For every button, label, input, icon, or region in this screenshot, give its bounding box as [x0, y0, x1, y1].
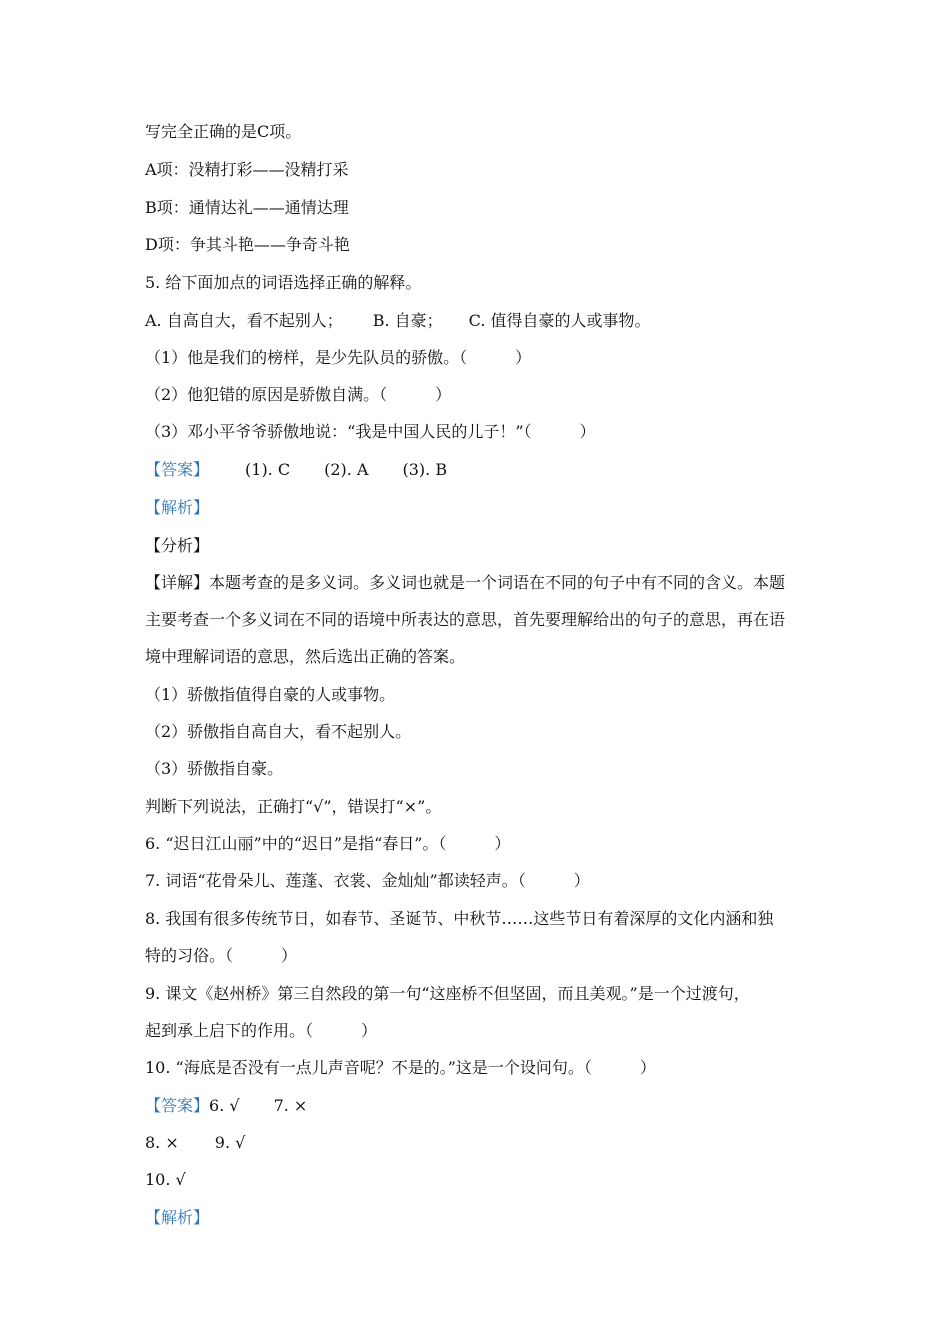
q5-fenxi-tag: 【分析】: [145, 536, 210, 555]
q5-detail-line-1: 【详解】本题考查的是多义词。多义词也就是一个词语在不同的句子中有不同的含义。本题: [145, 573, 786, 592]
judge-intro: 判断下列说法，正确打“√”，错误打“×”。: [145, 797, 442, 816]
q5-item-1: （1）他是我们的榜样，是少先队员的骄傲。（ ）: [145, 348, 532, 367]
q5-explanation-1: （1）骄傲指值得自豪的人或事物。: [145, 685, 396, 704]
q5-answer-1: (1). C: [245, 460, 291, 479]
q5-option-c: C. 值得自豪的人或事物。: [468, 311, 651, 330]
q5-analysis-tag: 【解析】: [145, 498, 210, 517]
judge-answer-6: 6. √: [209, 1096, 240, 1115]
judge-q9-line-2: 起到承上启下的作用。（ ）: [145, 1021, 378, 1040]
q5-stem: 5. 给下面加点的词语选择正确的解释。: [145, 273, 422, 292]
judge-answer-tag: 【答案】: [145, 1096, 210, 1115]
judge-answer-10: 10. √: [145, 1170, 186, 1189]
q5-option-b: B. 自豪；: [372, 311, 443, 330]
q5-answer-3: (3). B: [402, 460, 448, 479]
judge-q7: 7. 词语“花骨朵儿、莲蓬、衣裳、金灿灿”都读轻声。（ ）: [145, 871, 590, 890]
judge-answer-9: 9. √: [214, 1133, 246, 1152]
judge-answer-line: [145, 1095, 815, 1117]
judge-q9-line-1: 9. 课文《赵州桥》第三自然段的第一句“这座桥不但坚固，而且美观。”是一个过渡句，: [145, 984, 750, 1003]
judge-q8-line-1: 8. 我国有很多传统节日，如春节、圣诞节、中秋节……这些节日有着深厚的文化内涵和独: [145, 909, 774, 928]
judge-q8-line-2: 特的习俗。（ ）: [145, 946, 298, 965]
q5-detail-line-3: 境中理解词语的意思，然后选出正确的答案。: [145, 647, 466, 666]
judge-q6: 6. “迟日江山丽”中的“迟日”是指“春日”。（ ）: [145, 834, 511, 853]
q4-option-b-correction: B项：通情达礼——通情达理: [145, 198, 349, 217]
q5-answer-line: [145, 459, 815, 481]
judge-analysis-tag: 【解析】: [145, 1208, 210, 1227]
judge-answer-line-2: [145, 1132, 815, 1154]
q5-answer-2: (2). A: [324, 460, 369, 479]
q5-explanation-3: （3）骄傲指自豪。: [145, 759, 284, 778]
q4-option-d-correction: D项：争其斗艳——争奇斗艳: [145, 235, 350, 254]
q5-option-a: A. 自高自大，看不起别人；: [145, 311, 343, 330]
judge-answer-7: 7. ×: [273, 1096, 308, 1115]
q5-detail-line-2: 主要考查一个多义词在不同的语境中所表达的意思，首先要理解给出的句子的意思，再在语: [145, 610, 786, 629]
detail-tag: 【详解】: [145, 573, 210, 592]
judge-q10: 10. “海底是否没有一点儿声音呢？不是的。”这是一个设问句。（ ）: [145, 1058, 656, 1077]
q5-options: [145, 310, 815, 332]
q4-option-a-correction: A项：没精打彩——没精打采: [145, 160, 349, 179]
judge-answer-8: 8. ×: [145, 1133, 179, 1152]
q4-conclusion: 写完全正确的是C项。: [145, 122, 302, 141]
q5-item-3: （3）邓小平爷爷骄傲地说：“我是中国人民的儿子！”（ ）: [145, 422, 596, 441]
answer-tag: 【答案】: [145, 460, 210, 479]
q5-item-2: （2）他犯错的原因是骄傲自满。（ ）: [145, 385, 452, 404]
q5-explanation-2: （2）骄傲指自高自大，看不起别人。: [145, 722, 412, 741]
